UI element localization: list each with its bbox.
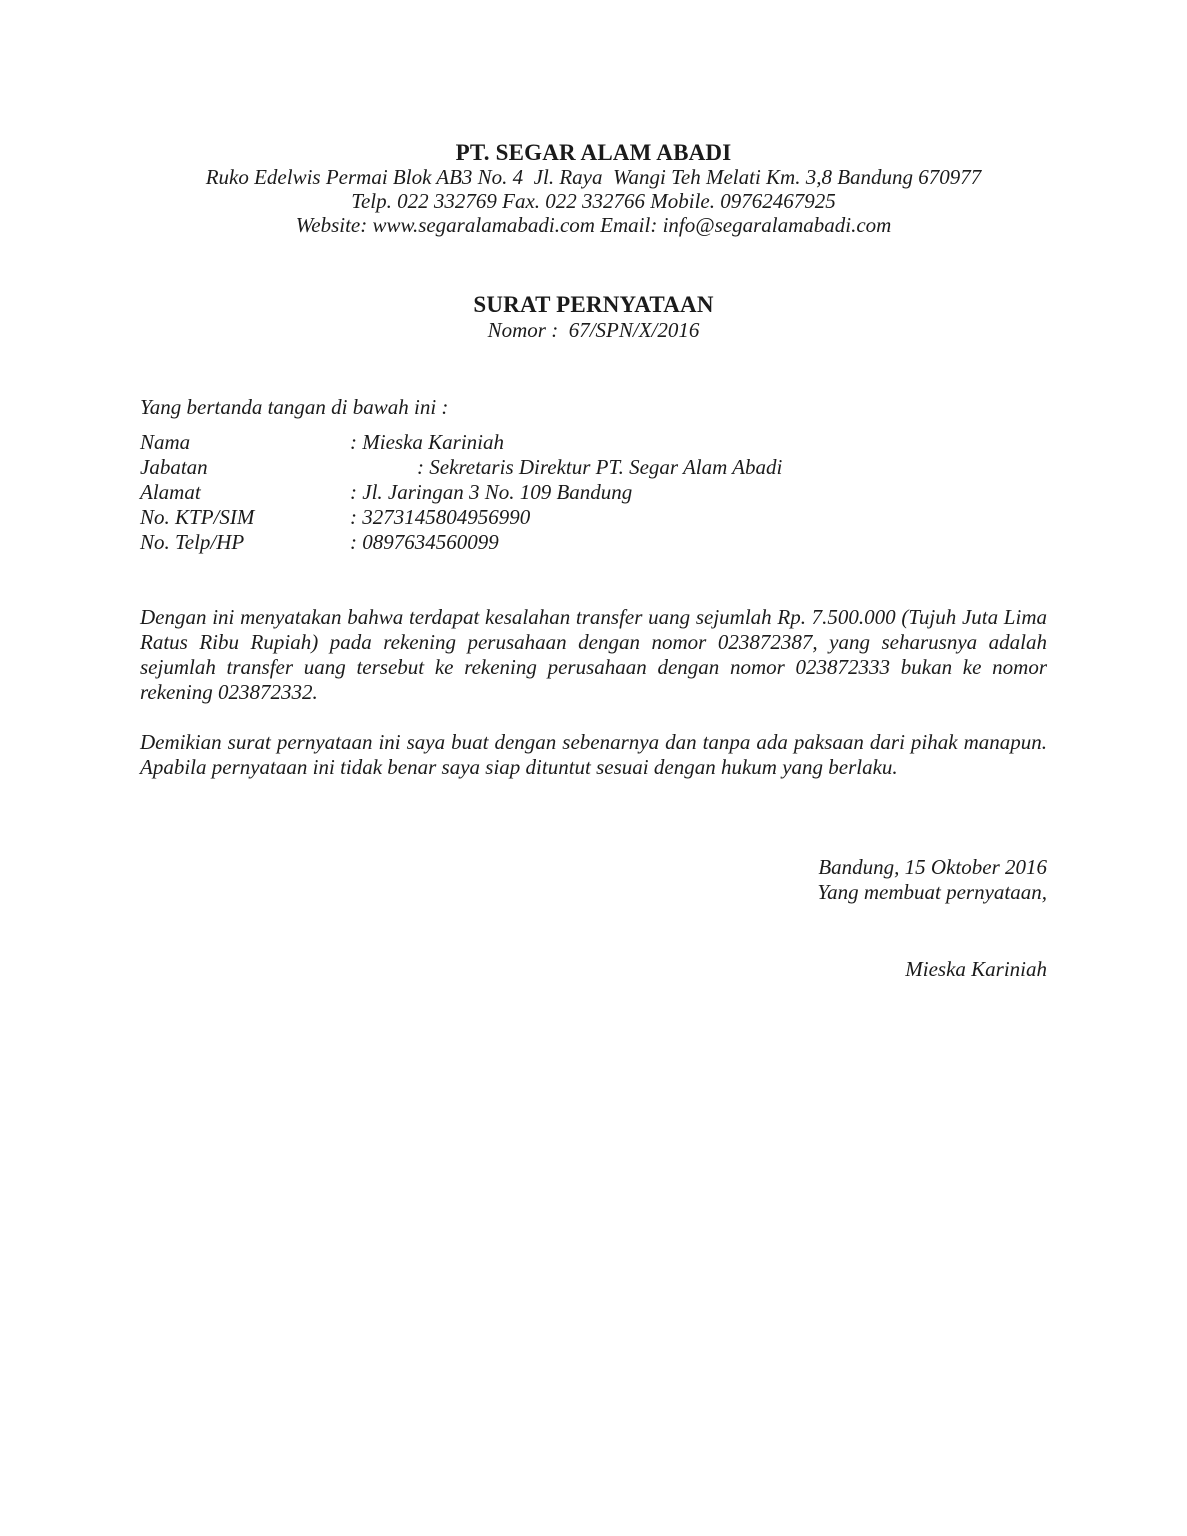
field-label: Alamat xyxy=(140,480,201,504)
company-address: Ruko Edelwis Permai Blok AB3 No. 4 Jl. Raya Wangi Teh Melati Km. 3,8 Bandung 670977 xyxy=(205,165,982,189)
letter-number: Nomor : 67/SPN/X/2016 xyxy=(487,318,700,342)
field-value: : Jl. Jaringan 3 No. 109 Bandung xyxy=(350,480,633,504)
field-row-alamat xyxy=(140,480,1047,505)
field-label: No. Telp/HP xyxy=(140,530,245,554)
field-row-nama xyxy=(140,430,1047,455)
statement-paragraph: Dengan ini menyatakan bahwa terdapat kesalahan transfer uang sejumlah Rp. 7.500.000 (Tujuh Juta Lima Ratus Ribu Rupiah) pada rekening perusahaan dengan nomor 023872387, yang seharusnya adalah sejumlah transfer uang tersebut ke rekening perusahaan dengan nomor 023872333 bukan ke nomor rekening 023872332. xyxy=(140,605,1047,704)
field-label: Nama xyxy=(140,430,191,454)
field-row-jabatan xyxy=(140,455,1047,480)
letterhead xyxy=(140,140,1047,237)
letter-title: SURAT PERNYATAAN xyxy=(473,292,714,317)
company-name: PT. SEGAR ALAM ABADI xyxy=(455,140,732,165)
company-website-email: Website: www.segaralamabadi.com Email: info@segaralamabadi.com xyxy=(295,213,892,237)
signatory-fields xyxy=(140,430,1047,555)
letter-title-block xyxy=(140,292,1047,343)
signature-role-line: Yang membuat pernyataan, xyxy=(817,880,1047,904)
field-value: : Mieska Kariniah xyxy=(350,430,504,454)
opening-line: Yang bertanda tangan di bawah ini : xyxy=(140,395,449,419)
field-label: Jabatan xyxy=(140,455,208,479)
closing-paragraph: Demikian surat pernyataan ini saya buat dengan sebenarnya dan tanpa ada paksaan dari pihak manapun. Apabila pernyataan ini tidak benar saya siap dituntut sesuai dengan hukum yang berlaku. xyxy=(140,730,1047,779)
company-contact: Telp. 022 332769 Fax. 022 332766 Mobile. 09762467925 xyxy=(351,189,836,213)
signature-place-date: Bandung, 15 Oktober 2016 xyxy=(818,855,1047,879)
signature-block xyxy=(140,855,1047,982)
field-row-ktp-sim xyxy=(140,505,1047,530)
field-label: No. KTP/SIM xyxy=(140,505,255,529)
field-row-telp-hp xyxy=(140,530,1047,555)
field-value: : 3273145804956990 xyxy=(350,505,531,529)
signature-name: Mieska Kariniah xyxy=(905,957,1047,981)
field-value: : Sekretaris Direktur PT. Segar Alam Abadi xyxy=(417,455,783,479)
field-value: : 0897634560099 xyxy=(350,530,499,554)
